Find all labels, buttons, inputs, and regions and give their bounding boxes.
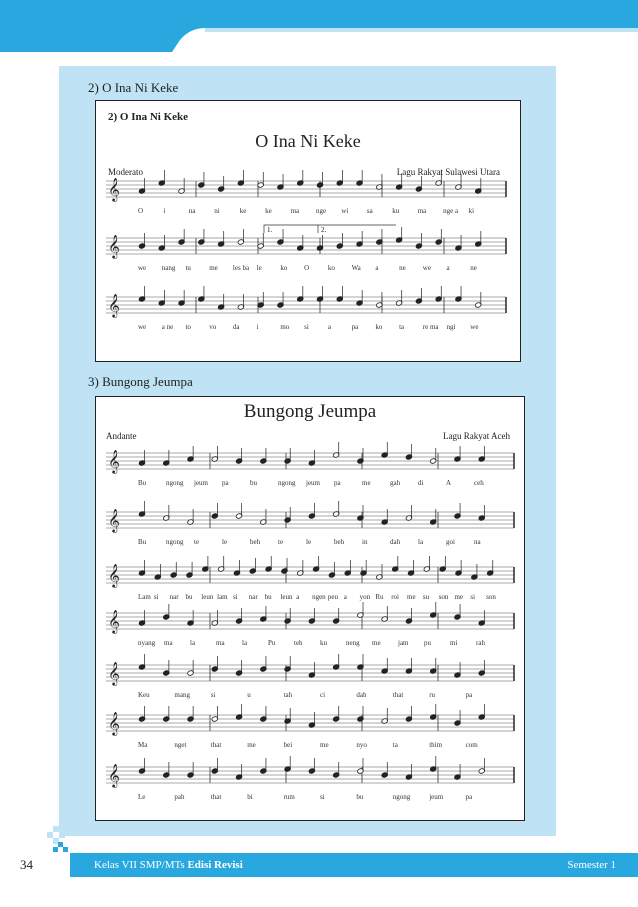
lyric-syllable: ku — [320, 639, 327, 647]
lyric-syllable: son — [438, 593, 449, 601]
lyric-syllable: ngong — [392, 793, 411, 801]
lyric-syllable: ki — [468, 207, 475, 215]
lyric-syllable: a — [296, 593, 300, 601]
lyric-syllable: Pu — [268, 639, 276, 647]
lyric-syllable: ngi — [446, 323, 456, 331]
treble-clef-icon: 𝄞 — [108, 449, 120, 473]
volta-label: 2. — [321, 226, 327, 234]
music-staves — [96, 397, 525, 821]
lyric-syllable: Lam — [138, 593, 151, 601]
lyric-syllable: ma — [164, 639, 173, 647]
lyric-syllable: to — [185, 323, 191, 331]
treble-clef-icon: 𝄞 — [108, 234, 120, 258]
lyric-syllable: beh — [250, 538, 261, 546]
lyric-syllable: jeum — [306, 479, 320, 487]
lyric-syllable: di — [418, 479, 424, 487]
lyric-syllable: O — [304, 264, 310, 272]
lyric-syllable: ko — [375, 323, 383, 331]
lyric-syllable: jam — [398, 639, 409, 647]
lyric-syllable: pu — [424, 639, 431, 647]
lyric-syllable: le — [222, 538, 228, 546]
lyric-syllable: bu — [250, 479, 257, 487]
lyric-syllable: ma — [290, 207, 300, 215]
sheet-label: 2) O Ina Ni Keke — [108, 111, 189, 123]
lyric-syllable: ku — [392, 207, 400, 215]
lyric-syllable: rum — [283, 793, 295, 801]
lyric-syllable: thim — [429, 741, 443, 749]
semester-label: Semester 1 — [567, 859, 616, 871]
treble-clef-icon: 𝄞 — [108, 177, 120, 201]
lyric-syllable: i — [256, 323, 259, 331]
song-title: O Ina Ni Keke — [255, 131, 361, 151]
lyric-syllable: Ru — [375, 593, 384, 601]
lyric-syllable: bi — [247, 793, 253, 801]
lyric-syllable: nge a — [443, 207, 459, 215]
treble-clef-icon: 𝄞 — [108, 563, 120, 587]
lyric-syllable: vo — [209, 323, 217, 331]
lyric-syllable: me — [209, 264, 218, 272]
lyric-syllable: me — [454, 593, 464, 601]
lyric-syllable: pah — [174, 793, 185, 801]
lyric-syllable: Wa — [351, 264, 361, 272]
lyric-syllable: nge — [316, 207, 327, 215]
staff-1 — [106, 442, 514, 474]
lyric-syllable: me — [407, 593, 416, 601]
lyric-syllable: ke — [239, 207, 247, 215]
lyric-syllable: si — [153, 593, 159, 601]
lyric-syllable: tu — [185, 264, 191, 272]
volta-bracket — [318, 225, 396, 233]
lyric-syllable: that — [210, 741, 222, 749]
lyric-syllable: we — [138, 323, 147, 331]
lyric-syllable: we — [138, 264, 147, 272]
lyric-syllable: nar — [248, 593, 258, 601]
lyric-syllable: si — [210, 691, 216, 699]
lyric-syllable: nar — [169, 593, 179, 601]
sheet-music-bungong-jeumpa — [95, 396, 525, 821]
page-number: 34 — [20, 857, 33, 872]
lyric-syllable: pa — [465, 793, 473, 801]
lyric-syllable: nyo — [356, 741, 367, 749]
lyric-syllable: ngen — [312, 593, 326, 601]
lyric-syllable: dah — [390, 538, 401, 546]
top-header-band — [0, 0, 638, 52]
lyric-syllable: leun — [280, 593, 293, 601]
lyric-syllable: rah — [476, 639, 485, 647]
lyric-syllable: gah — [390, 479, 401, 487]
lyric-syllable: pa — [465, 691, 473, 699]
lyric-syllable: a — [343, 593, 347, 601]
lyric-syllable: peu — [327, 593, 339, 601]
lyric-syllable: ngong — [166, 538, 184, 546]
lyric-syllable: i — [163, 207, 166, 215]
lyric-syllable: me — [320, 741, 329, 749]
lyric-syllable: da — [232, 323, 240, 331]
lyric-syllable: dah — [356, 691, 367, 699]
lyric-syllable: te — [194, 538, 200, 546]
staff-5 — [106, 654, 514, 686]
lyric-syllable: teh — [294, 639, 303, 647]
lyric-syllable: me — [372, 639, 381, 647]
lyric-syllable: pa — [334, 479, 341, 487]
treble-clef-icon: 𝄞 — [108, 763, 120, 787]
lyric-syllable: beh — [334, 538, 345, 546]
lyric-syllable: O — [138, 207, 144, 215]
staff-3 — [106, 556, 514, 588]
lyric-syllable: ceh — [474, 479, 484, 487]
staff-1 — [106, 170, 506, 202]
lyric-syllable: nyang — [138, 639, 156, 647]
lyric-syllable: bu — [185, 593, 193, 601]
lyric-syllable: na — [188, 207, 196, 215]
tempo-marking: Moderato — [108, 167, 143, 177]
treble-clef-icon: 𝄞 — [108, 508, 120, 532]
lyric-syllable: mi — [450, 639, 458, 647]
lyric-syllable: me — [362, 479, 371, 487]
lyric-syllable: that — [392, 691, 404, 699]
lyric-syllable: pa — [222, 479, 229, 487]
lyric-syllable: ko — [327, 264, 335, 272]
lyric-syllable: mo — [280, 323, 290, 331]
volta-label: 1. — [267, 226, 273, 234]
lyric-syllable: Ma — [138, 741, 148, 749]
lyric-syllable: a ne — [161, 323, 174, 331]
lyric-syllable: tah — [283, 691, 293, 699]
lyric-syllable: a — [375, 264, 379, 272]
lyric-syllable: mang — [174, 691, 190, 699]
lyric-syllable: son — [486, 593, 496, 601]
lyric-syllable: ngong — [278, 479, 296, 487]
song-origin: Lagu Rakyat Sulawesi Utara — [396, 167, 500, 177]
lyric-syllable: ma — [216, 639, 225, 647]
lyric-syllable: ne — [399, 264, 406, 272]
lyric-syllable: te — [278, 538, 284, 546]
lyric-syllable: na — [474, 538, 481, 546]
lyric-syllable: ke — [265, 207, 272, 215]
lyric-syllable: Bu — [138, 538, 147, 546]
lyric-syllable: ru — [429, 691, 436, 699]
lyric-syllable: nget — [174, 741, 187, 749]
sheet-music-o-ina-ni-keke — [95, 100, 521, 362]
lyric-syllable: bei — [283, 741, 293, 749]
lyric-syllable: si — [470, 593, 476, 601]
lyric-syllable: sa — [366, 207, 373, 215]
lyric-syllable: neng — [346, 639, 360, 647]
lyric-syllable: ta — [392, 741, 398, 749]
lyric-syllable: ne — [470, 264, 477, 272]
lyric-syllable: si — [320, 793, 325, 801]
lyric-syllable: ci — [320, 691, 326, 699]
lyric-syllable: si — [304, 323, 309, 331]
lyric-syllable: Le — [138, 793, 146, 801]
lyric-syllable: Keu — [138, 691, 150, 699]
treble-clef-icon: 𝄞 — [108, 293, 120, 317]
lyric-syllable: goi — [446, 538, 455, 546]
lyric-syllable: ni — [214, 207, 220, 215]
lyric-syllable: roi — [391, 593, 399, 601]
book-title — [94, 859, 243, 871]
lyric-syllable: le — [256, 264, 262, 272]
staff-7 — [106, 756, 514, 788]
lyric-syllable: ko — [280, 264, 288, 272]
edition-label: Edisi Revisi — [187, 859, 243, 871]
lyric-syllable: u — [247, 691, 251, 699]
staff-4 — [106, 602, 514, 634]
lyric-syllable: pa — [351, 323, 359, 331]
lyric-syllable: les ba — [232, 264, 250, 272]
lyric-syllable: si — [232, 593, 238, 601]
lyric-syllable: com — [465, 741, 478, 749]
lyric-syllable: bu — [264, 593, 272, 601]
section-heading-o-ina-ni-keke: 2) O Ina Ni Keke — [88, 80, 179, 95]
lyric-syllable: su — [422, 593, 430, 601]
lyric-syllable: ma — [417, 207, 427, 215]
tempo-marking: Andante — [106, 431, 137, 441]
lyric-syllable: a — [446, 264, 450, 272]
lyric-syllable: ta — [399, 323, 405, 331]
lyric-syllable: lam — [217, 593, 228, 601]
lyric-syllable: nang — [161, 264, 176, 272]
treble-clef-icon: 𝄞 — [108, 661, 120, 685]
song-origin: Lagu Rakyat Aceh — [443, 431, 510, 441]
lyric-syllable: le — [306, 538, 312, 546]
lyric-syllable: jeum — [429, 793, 444, 801]
lyric-syllable: leun — [201, 593, 214, 601]
song-title: Bungong Jeumpa — [243, 401, 377, 422]
lyric-syllable: we — [470, 323, 479, 331]
lyric-syllable: yon — [359, 593, 371, 601]
lyric-syllable: wi — [341, 207, 349, 215]
lyric-syllable: la — [190, 639, 196, 647]
lyric-syllable: ngong — [166, 479, 184, 487]
staff-6 — [106, 704, 514, 736]
section-heading-bungong-jeumpa: 3) Bungong Jeumpa — [88, 374, 193, 389]
lyric-syllable: a — [327, 323, 331, 331]
book-name: Kelas VII SMP/MTs — [94, 859, 185, 871]
lyric-syllable: A — [446, 479, 452, 487]
treble-clef-icon: 𝄞 — [108, 711, 120, 735]
lyric-syllable: that — [210, 793, 222, 801]
lyric-syllable: jeum — [194, 479, 208, 487]
treble-clef-icon: 𝄞 — [108, 609, 120, 633]
staff-3 — [106, 286, 506, 318]
lyric-syllable: we — [422, 264, 431, 272]
lyric-syllable: in — [362, 538, 368, 546]
lyric-syllable: la — [242, 639, 248, 647]
lyric-syllable: la — [418, 538, 424, 546]
staff-2 — [106, 501, 514, 533]
lyric-syllable: bu — [356, 793, 364, 801]
lyric-syllable: re ma — [422, 323, 439, 331]
lyric-syllable: me — [247, 741, 256, 749]
staff-2 — [106, 227, 506, 259]
lyric-syllable: Bu — [138, 479, 147, 487]
